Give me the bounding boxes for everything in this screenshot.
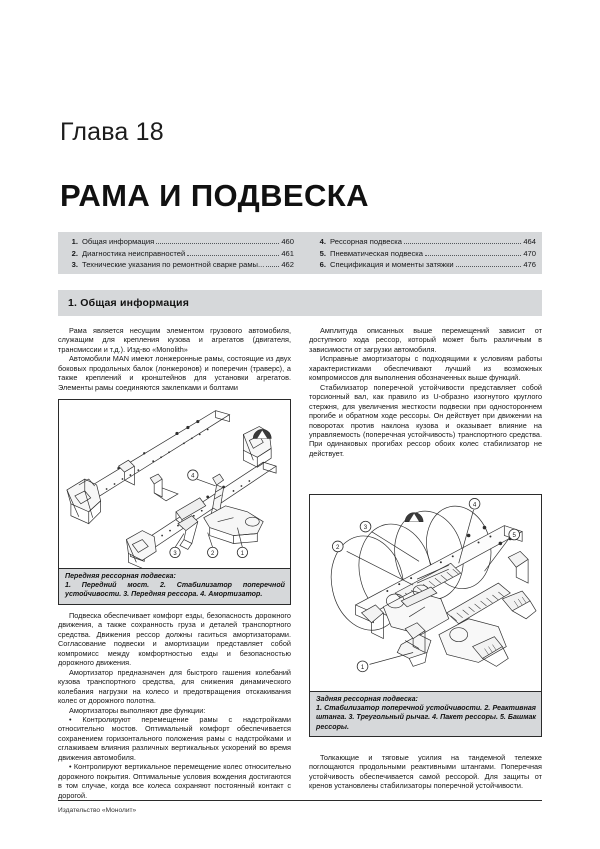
toc-page-number: 476 [523, 260, 536, 270]
paragraph: Стабилизатор поперечной устойчивости представляет собой торсионный вал, как правило из U-образно изогнутого круглого стержня, для увеличения жесткости подвески при одностороннем прогибе и обратном ходе рессоры. Он действует при движении на поворотах против наклона кузова и оказывает влияние на управляемость (поперечная устойчивость) транспортного средства. При одинаковых прогибах рессор обоих колес стабилизатор не действует. [309, 382, 542, 458]
figure-rear-suspension [309, 494, 542, 737]
section-header [58, 290, 542, 316]
toc-number: 5. [319, 248, 326, 258]
toc-page-number: 461 [281, 248, 294, 258]
toc-page-number: 464 [523, 237, 536, 246]
toc-entry[interactable] [64, 259, 294, 271]
callout-4 [469, 498, 480, 509]
callout-1 [357, 661, 368, 672]
right-text-column-continued [309, 753, 542, 791]
toc-entry[interactable] [64, 236, 294, 248]
toc-title: Общая информация [82, 237, 155, 246]
publisher-footer: Издательство «Монолит» [58, 807, 137, 814]
toc-entry[interactable] [64, 248, 294, 260]
figure-caption-title: Задняя рессорная подвеска: [316, 695, 418, 703]
svg-text:4: 4 [191, 473, 195, 480]
toc-leader-dots [404, 237, 521, 244]
footer-divider [58, 800, 542, 801]
callout-2 [208, 547, 218, 557]
svg-text:3: 3 [363, 524, 368, 532]
paragraph: Подвеска обеспечивает комфорт езды, безопасность дорожного движения, а также сохранность груза и деталей транспортного средства. Движения рессор должны гаситься амортизаторами. Согласование подвески и амортизации представляет собой компромисс между комфортностью езды и безопасностью дорожного движения. [58, 611, 291, 668]
left-text-column [58, 326, 291, 392]
section-header-title: 1. Общая информация [68, 297, 190, 309]
toc-leader-dots [425, 249, 521, 256]
toc-leader-dots [266, 260, 279, 267]
toc-number: 1. [71, 237, 78, 246]
paragraph: Амплитуда описанных выше перемещений зависит от доступного хода рессор, который может быть различным в зависимости от загрузки автомобиля. [309, 326, 542, 354]
toc-title: Технические указания по ремонтной сварке рамы... [82, 260, 265, 270]
svg-text:2: 2 [336, 544, 340, 552]
toc-leader-dots [187, 249, 279, 256]
figure-front-suspension [58, 399, 291, 605]
toc-number: 4. [319, 237, 326, 246]
paragraph: Амортизаторы выполняют две функции: [69, 705, 206, 715]
toc-leader-dots [456, 260, 522, 267]
callout-2 [332, 541, 343, 552]
rear-suspension-illustration [310, 495, 541, 691]
toc-page-number: 462 [281, 260, 294, 270]
callout-4 [188, 470, 198, 480]
paragraph: Автомобили MAN имеют лонжеронные рамы, состоящие из двух боковых продольных балок (лонжеронов) и поперечин (траверс), а также креплений и кронштейнов для установки агрегатов. Элементы рамы соединяются заклепками и болтами [58, 354, 291, 392]
svg-text:5: 5 [512, 532, 516, 540]
toc-title: Пневматическая подвеска [330, 248, 424, 258]
toc-title: Спецификация и моменты затяжки [330, 260, 454, 270]
callout-5 [509, 529, 520, 540]
figure-caption [310, 691, 541, 736]
toc-column-right [300, 232, 542, 274]
paragraph: Исправные амортизаторы с подходящими к условиям работы характеристиками обеспечивают лучший из возможных компромиссов для выполнения обозначенных выше функций. [309, 354, 542, 383]
toc-page-number: 460 [281, 237, 294, 246]
toc-title: Рессорная подвеска [330, 237, 402, 246]
chapter-label: Глава 18 [60, 118, 164, 146]
figure-caption-body: 1. Стабилизатор поперечной устойчивости. 2. Реактивная штанга. 3. Треугольный рычаг. 4. Пакет рессоры. 5. Башмак рессоры. [316, 704, 536, 731]
left-text-column-continued [58, 611, 291, 800]
figure-frame [309, 494, 542, 737]
table-of-contents [58, 232, 542, 274]
bullet-paragraph: • Контролируют перемещение рамы с надстройками относительно мостов. Оптимальный комфорт обеспечивается сохранением горизонтального положения рамы с надстройками и сглаживаем влияния различных вертикальных ускорений во время движения автомобиля. [58, 714, 291, 762]
toc-leader-dots [156, 237, 279, 244]
bullet-paragraph: • Контролируют вертикальное перемещение колес относительно дорожного покрытия. Оптимальные условия вождения достигаются в том случае, когда все колеса сохраняют постоянный контакт с дорогой. [58, 762, 291, 800]
paragraph: Толкающие и тяговые усилия на тандемной тележке поглощаются продольными реактивными штангами. Поперечная устойчивость обеспечивается самой рессорой. Для защиты от кренов установлены стабилизаторы поперечной устойчивости. [309, 753, 542, 791]
figure-caption [59, 568, 290, 604]
toc-entry[interactable] [312, 248, 536, 260]
toc-entry[interactable] [312, 259, 536, 271]
callout-3 [360, 521, 371, 532]
chapter-title: РАМА И ПОДВЕСКА [60, 178, 369, 213]
svg-text:4: 4 [472, 501, 477, 509]
toc-number: 2. [71, 248, 78, 258]
figure-frame [58, 399, 291, 605]
svg-text:1: 1 [240, 550, 245, 557]
figure-caption-body: 1. Передний мост. 2. Стабилизатор поперечной устойчивости. 3. Передняя рессора. 4. Амортизатор. [65, 581, 285, 599]
svg-text:1: 1 [360, 664, 365, 672]
toc-entry[interactable] [312, 236, 536, 248]
toc-page-number: 470 [523, 248, 536, 258]
toc-number: 6. [319, 260, 326, 270]
callout-1 [237, 547, 247, 557]
toc-column-left [58, 232, 300, 274]
callout-3 [170, 547, 180, 557]
paragraph: Рама является несущим элементом грузового автомобиля, служащим для крепления кузова и агрегатов (двигателя, трансмиссии и т.д.). Изд-во «Monolith» [58, 326, 291, 354]
front-suspension-illustration [59, 400, 290, 568]
svg-text:3: 3 [173, 550, 177, 557]
toc-title: Диагностика неисправностей [82, 248, 186, 258]
paragraph: Амортизатор предназначен для быстрого гашения колебаний кузова транспортного средства, для снижения динамического колебания нагрузки на колесо и предотвращения отскакивания колес от дорожного полотна. [58, 667, 291, 706]
svg-text:2: 2 [211, 550, 215, 557]
toc-number: 3. [71, 260, 78, 270]
figure-caption-title: Передняя рессорная подвеска: [65, 572, 176, 580]
right-text-column [309, 326, 542, 458]
